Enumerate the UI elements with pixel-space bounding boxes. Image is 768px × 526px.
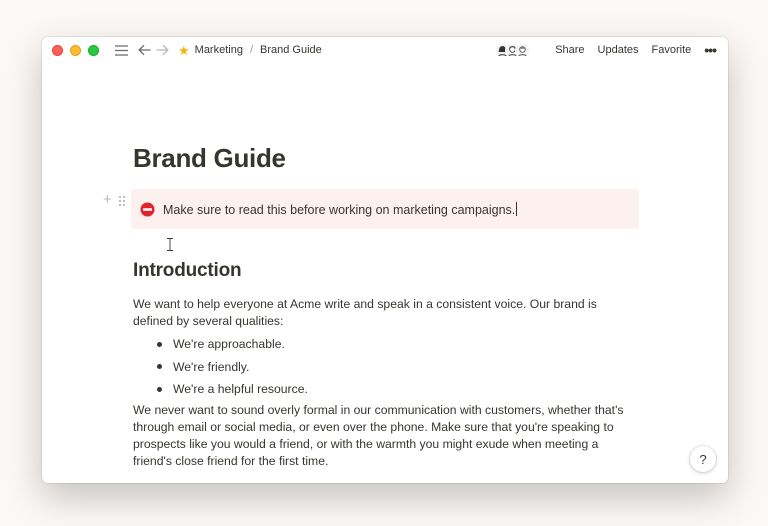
section-heading-introduction[interactable]: Introduction (133, 260, 242, 281)
text-cursor-icon (166, 238, 174, 251)
callout-text-content[interactable]: Make sure to read this before working on marketing campaigns. (163, 202, 516, 217)
list-item[interactable] (133, 378, 308, 401)
bullet-dot (157, 387, 162, 392)
callout-block[interactable] (131, 189, 639, 229)
list-item-text[interactable]: We're friendly. (173, 359, 250, 374)
titlebar (42, 37, 728, 63)
breadcrumb-brand-guide[interactable]: Brand Guide (260, 44, 322, 56)
list-item[interactable] (133, 333, 308, 356)
maximize-window-button[interactable] (88, 45, 99, 56)
paragraph-intro[interactable]: We want to help everyone at Acme write and speak in a consistent voice. Our brand is defined by several qualities: (133, 297, 597, 328)
list-item-text[interactable]: We're a helpful resource. (173, 382, 308, 397)
no-entry-icon[interactable] (140, 202, 155, 217)
breadcrumb-separator: / (249, 44, 254, 56)
drag-handle-icon[interactable] (118, 194, 126, 206)
close-window-button[interactable] (52, 45, 63, 56)
forward-arrow-icon[interactable] (155, 43, 169, 57)
app-window (42, 37, 728, 483)
list-item-text[interactable]: We're approachable. (173, 337, 285, 352)
text-caret (516, 202, 517, 216)
favorite-button[interactable]: Favorite (651, 44, 692, 56)
sidebar-menu-icon[interactable] (114, 43, 128, 57)
bullet-list (133, 333, 308, 401)
window-controls (52, 45, 99, 56)
bullet-dot (157, 342, 162, 347)
breadcrumb-marketing[interactable]: Marketing (194, 44, 243, 56)
list-item[interactable] (133, 356, 308, 379)
star-icon: ★ (178, 42, 190, 58)
minimize-window-button[interactable] (70, 45, 81, 56)
avatar (515, 43, 530, 58)
paragraph-communication[interactable]: We never want to sound overly formal in our communication with customers, whether that's through email or social media, or even over the phone. Make sure that you're speaking to prospects like you would a friend, or with the warmth you might exude when meeting a friend's close friend for the first time. (133, 403, 624, 468)
block-handles (103, 192, 126, 207)
more-options-icon[interactable]: ••• (704, 42, 716, 58)
share-button[interactable]: Share (555, 44, 585, 56)
updates-button[interactable]: Updates (597, 44, 639, 56)
bullet-dot (157, 364, 162, 369)
back-arrow-icon[interactable] (137, 43, 151, 57)
callout-text[interactable] (163, 202, 517, 217)
page-title[interactable]: Brand Guide (133, 143, 286, 173)
titlebar-actions (495, 42, 716, 58)
collaborator-avatars[interactable] (495, 43, 530, 58)
add-block-plus-icon[interactable]: + (103, 191, 112, 208)
help-button[interactable]: ? (690, 446, 716, 472)
